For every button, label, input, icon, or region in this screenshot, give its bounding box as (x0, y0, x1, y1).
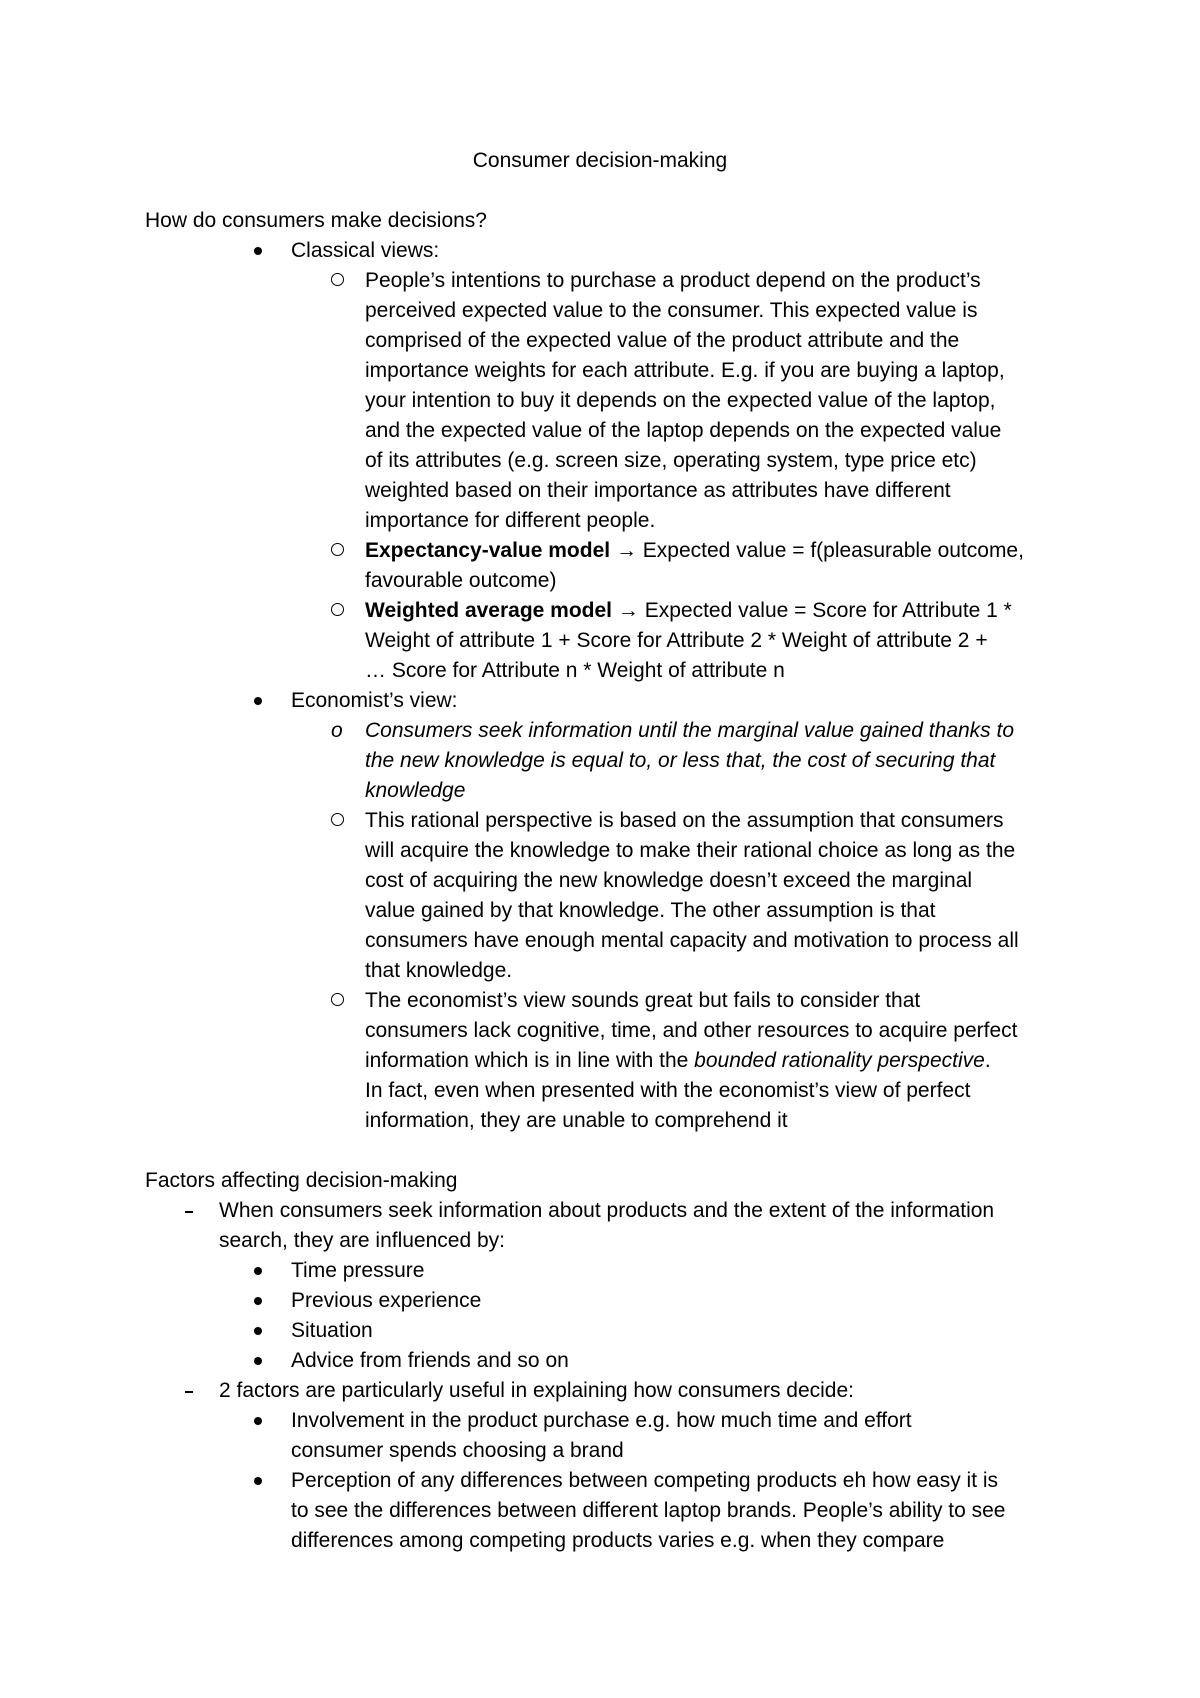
section-heading-decisions: How do consumers make decisions? (145, 209, 487, 232)
factor-advice: Advice from friends and so on (291, 1349, 569, 1372)
text-span: information which is in line with the (365, 1049, 695, 1072)
bullet-dot (254, 1417, 262, 1425)
text-line: your intention to buy it depends on the expected value of the laptop, (365, 389, 996, 412)
text-line: The economist’s view sounds great but fails to consider that (365, 989, 921, 1012)
text-line: cost of acquiring the new knowledge doesn’t exceed the marginal (365, 869, 973, 892)
text-line: This rational perspective is based on the assumption that consumers (365, 809, 1004, 832)
text-line: and the expected value of the laptop depends on the expected value (365, 419, 1002, 442)
text-line: Involvement in the product purchase e.g. how much time and effort (291, 1409, 912, 1432)
classical-item-weighted-average (365, 596, 1012, 686)
bullet-dot (254, 1297, 262, 1305)
factor-involvement (291, 1406, 912, 1466)
economist-item-1 (365, 716, 1014, 806)
text-line: … Score for Attribute n * Weight of attribute n (365, 659, 785, 682)
sub-bullet-marker (331, 993, 344, 1006)
factor-situation: Situation (291, 1319, 373, 1342)
text-line: that knowledge. (365, 959, 513, 982)
text-line: People’s intentions to purchase a product depend on the product’s (365, 269, 981, 292)
text-span: . (984, 1049, 991, 1072)
classical-item-expectancy-value (365, 536, 1024, 596)
text-line: knowledge (365, 779, 466, 802)
economist-item-2 (365, 806, 1019, 986)
factors-dash-1 (219, 1196, 994, 1256)
text-line: consumer spends choosing a brand (291, 1439, 624, 1462)
sub-bullet-marker (331, 273, 344, 286)
text-line: favourable outcome) (365, 569, 557, 592)
sub-bullet-marker (331, 813, 344, 826)
text-line: of its attributes (e.g. screen size, operating system, type price etc) (365, 449, 977, 472)
bullet-dot (254, 1327, 262, 1335)
term-bounded-rationality: bounded rationality perspective (694, 1049, 985, 1072)
factor-previous-experience: Previous experience (291, 1289, 482, 1312)
sub-bullet-marker-italic: o (331, 719, 343, 742)
text-line: importance weights for each attribute. E.g. if you are buying a laptop, (365, 359, 1005, 382)
term-weighted-average-model: Weighted average model (365, 599, 613, 622)
classical-item-1 (365, 266, 1005, 536)
economist-item-3 (365, 986, 1017, 1136)
bullet-dot (254, 1357, 262, 1365)
bullet-dot (254, 1477, 262, 1485)
text-span: Expected value = Score for Attribute 1 * (644, 599, 1012, 622)
bullet-dot (254, 247, 262, 255)
text-line: the new knowledge is equal to, or less that, the cost of securing that (365, 749, 996, 772)
text-line: weighted based on their importance as attributes have different (365, 479, 951, 502)
text-line: Weight of attribute 1 + Score for Attribute 2 * Weight of attribute 2 + (365, 629, 988, 652)
factor-time-pressure: Time pressure (291, 1259, 425, 1282)
factors-dash-2: 2 factors are particularly useful in explaining how consumers decide: (219, 1379, 854, 1402)
text-line: Perception of any differences between competing products eh how easy it is (291, 1469, 999, 1492)
sub-bullet-marker (331, 603, 344, 616)
factor-perception (291, 1466, 1005, 1556)
dash-marker (185, 1211, 193, 1213)
bullet-classical-views: Classical views: (291, 239, 440, 262)
text-line: consumers have enough mental capacity and motivation to process all (365, 929, 1019, 952)
text-line: search, they are influenced by: (219, 1229, 506, 1252)
text-line: importance for different people. (365, 509, 656, 532)
bullet-dot (254, 1267, 262, 1275)
text-line: differences among competing products varies e.g. when they compare (291, 1529, 945, 1552)
text-line: When consumers seek information about products and the extent of the information (219, 1199, 995, 1222)
term-expectancy-value-model: Expectancy-value model (365, 539, 611, 562)
dash-marker (185, 1391, 193, 1393)
arrow-icon: → (617, 599, 639, 622)
text-line: comprised of the expected value of the product attribute and the (365, 329, 960, 352)
text-line: perceived expected value to the consumer. This expected value is (365, 299, 978, 322)
text-line: consumers lack cognitive, time, and other resources to acquire perfect (365, 1019, 1018, 1042)
text-line: Consumers seek information until the marginal value gained thanks to (365, 719, 1015, 742)
bullet-dot (254, 697, 262, 705)
text-line: to see the differences between different laptop brands. People’s ability to see (291, 1499, 1006, 1522)
text-line: In fact, even when presented with the economist’s view of perfect (365, 1079, 971, 1102)
text-span: Expected value = f(pleasurable outcome, (642, 539, 1024, 562)
text-line: will acquire the knowledge to make their rational choice as long as the (365, 839, 1016, 862)
document-title: Consumer decision-making (472, 149, 728, 172)
text-line: value gained by that knowledge. The other assumption is that (365, 899, 936, 922)
section-heading-factors: Factors affecting decision-making (145, 1169, 458, 1192)
sub-bullet-marker (331, 543, 344, 556)
bullet-economists-view: Economist’s view: (291, 689, 458, 712)
arrow-icon: → (615, 539, 637, 562)
text-line: information, they are unable to comprehend it (365, 1109, 788, 1132)
